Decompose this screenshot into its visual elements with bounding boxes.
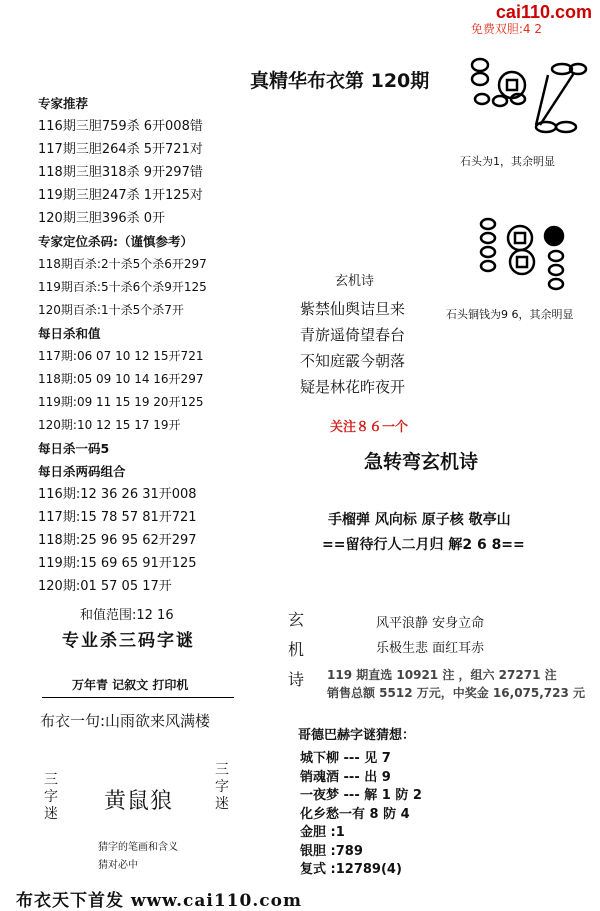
list-item: 117期三胆264杀 5开721对 [38,142,203,157]
idiom-line-2: 乐极生悲 面红耳赤 [376,641,485,656]
picture-puzzle-2-icon [478,212,578,302]
picture-puzzle-1-caption: 石头为1，其余明显 [460,155,555,168]
poem [300,296,405,400]
list-item: 118期:25 96 95 62开297 [38,533,197,548]
riddle-hint-2: 猜对必中 [98,860,138,871]
list-item: 每日杀和值 [38,326,101,341]
list-item: 119期:09 11 15 19 20开125 [38,395,204,409]
poem-line: 疑是林花昨夜开 [300,378,406,396]
list-item: 119期三胆247杀 1开125对 [38,188,203,203]
three-char-riddle-left: 三字迷 [44,772,58,822]
list-item: 116期三胆759杀 6开008错 [38,119,203,134]
three-char-riddle-right: 三字迷 [215,762,229,812]
picture-puzzle-2-caption: 石头铜钱为9 6，其余明显 [446,308,574,321]
poem-title: 玄机诗 [335,274,375,289]
list-item: 118期三胆318杀 9开297错 [38,165,203,180]
goldbach-title: 哥德巴赫字谜猜想： [298,728,416,743]
list-item: 120期百杀:1十杀5个杀7开 [38,303,184,317]
footer-banner: 布衣天下首发 www.cai110.com [16,891,302,911]
kill-riddle-title: 专业杀三码字谜 [62,631,195,651]
list-item: 118期百杀:2十杀5个杀6开297 [38,257,207,271]
list-item: 117期:15 78 57 81开721 [38,510,197,525]
list-item: 116期:12 36 26 31开008 [38,487,197,502]
riddle-line: 金胆 :1 [300,825,345,840]
poem-line: 不知庭霰今朝落 [300,352,406,370]
list-item: 118期:05 09 10 14 16开297 [38,372,204,386]
draw-stats: 119 期直选 10921 注 ，组六 27271 注 [327,668,557,682]
poem-line: 青旂遥倚望春台 [300,326,406,344]
list-item: 119期百杀:5十杀6个杀9开125 [38,280,207,294]
list-item: 每日杀两码组合 [38,464,126,479]
idiom-line: 风平浪静 安身立命 [376,616,485,631]
riddle-line: 化乡愁一有 8 防 4 [300,806,410,822]
riddle-line: 复式 :12789(4) [300,862,402,877]
urgent-poem-title: 急转弯玄机诗 [364,451,479,473]
riddle-hint: 猜字的笔画和含义 [98,842,178,853]
list-item: 120期:01 57 05 17开 [38,579,172,594]
list-item: 120期:10 12 15 17 19开 [38,418,181,432]
list-item: 专家推荐 [38,96,89,111]
kill-riddle-words: 万年青 记叙文 打印机 [72,678,189,692]
xuanji-label: 玄机诗 [288,610,305,689]
riddle-terms: 手榴弹 风向标 原子核 敬亭山 [328,512,511,528]
list-item: 120期三胆396杀 0开 [38,211,166,226]
list-item: 专家定位杀码:（谨慎参考） [38,234,193,249]
list-item: 每日杀一码5 [38,441,110,456]
page-title: 真精华布衣第 120期 [250,70,430,92]
divider [42,697,234,698]
riddle-line: 一夜梦 --- 解 1 防 2 [300,788,422,803]
riddle-line: 销魂酒 --- 出 9 [300,769,391,785]
buyi-sentence: 布衣一句:山雨欲来风满楼 [40,712,211,730]
list-item: 119期:15 69 65 91开125 [38,556,197,571]
riddle-answer: 黄鼠狼 [104,789,174,814]
site-logo: cai110.com [495,2,592,22]
poem-solution: ==留待行人二月归 解2 6 8== [322,537,525,553]
riddle-line: 城下柳 --- 见 7 [300,751,391,766]
riddle-line: 银胆 :789 [300,843,363,859]
sum-range: 和值范围:12 16 [80,608,174,623]
free-pick-note: 免费双胆:4 2 [470,22,542,36]
picture-puzzle-1-icon [462,55,590,155]
expert-list [38,92,278,598]
focus-note: 关注８６一个 [330,420,409,435]
poem-line: 紫禁仙舆诘旦来 [300,300,406,318]
list-item: 117期:06 07 10 12 15开721 [38,349,204,363]
sales-stats: 销售总额 5512 万元，中奖金 16,075,723 元 [327,686,586,700]
goldbach-riddles [300,750,422,880]
